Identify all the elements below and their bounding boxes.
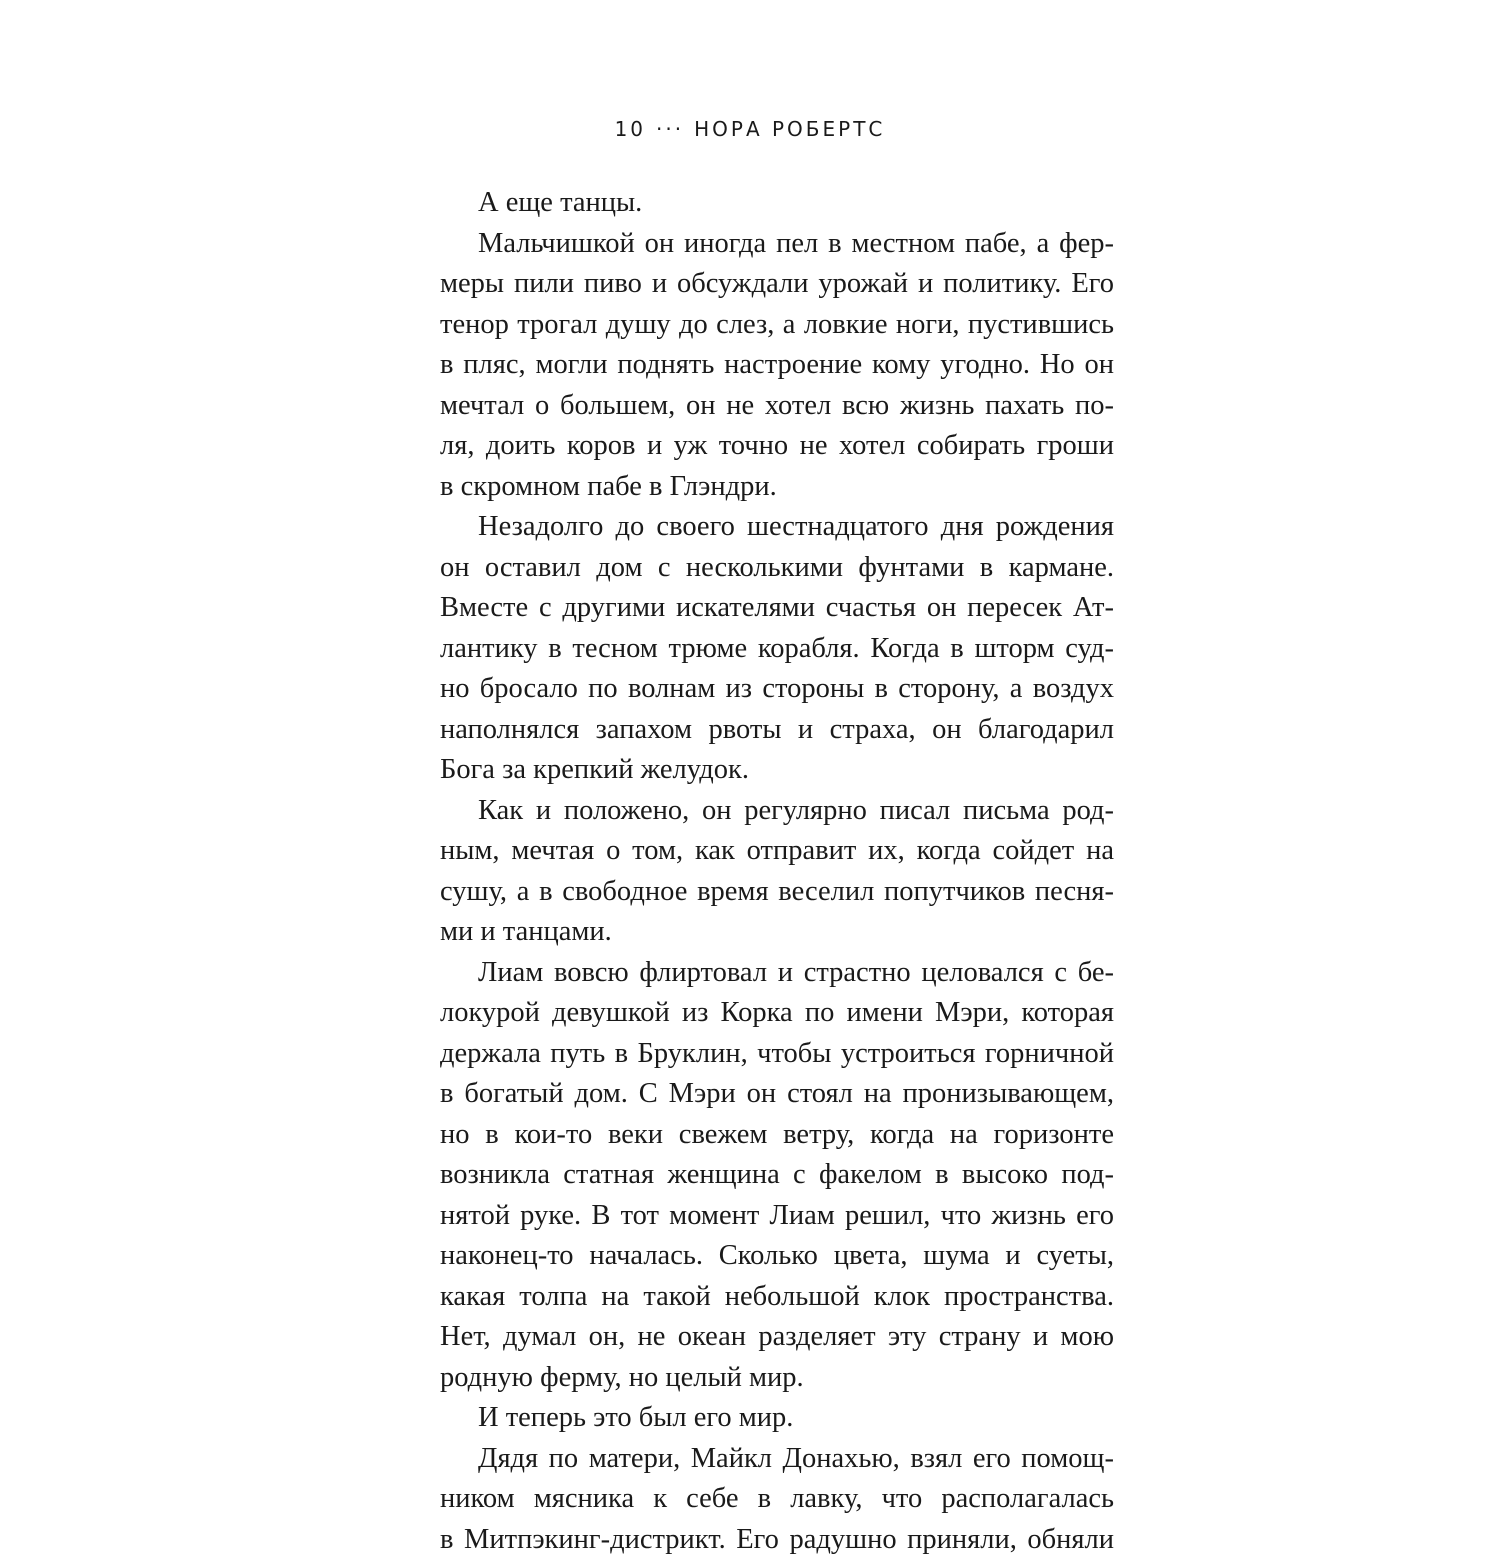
text-line: локурой девушкой из Корка по имени Мэри, которая xyxy=(440,993,1114,1034)
author-name: НОРА РОБЕРТС xyxy=(694,117,885,141)
text-line: в пляс, могли поднять настроение кому угодно. Но он xyxy=(440,345,1114,386)
text-line: мечтал о большем, он не хотел всю жизнь пахать по- xyxy=(440,386,1114,427)
page-number: 10 xyxy=(615,117,646,141)
text-line: держала путь в Бруклин, чтобы устроиться горничной xyxy=(440,1034,1114,1075)
text-line: наконец-то началась. Сколько цвета, шума и суеты, xyxy=(440,1236,1114,1277)
text-line: он оставил дом с несколькими фунтами в кармане. xyxy=(440,548,1114,589)
text-line: меры пили пиво и обсуждали урожай и политику. Его xyxy=(440,264,1114,305)
text-line: Нет, думал он, не океан разделяет эту страну и мою xyxy=(440,1317,1114,1358)
running-head xyxy=(0,117,1500,141)
text-line: нятой руке. В тот момент Лиам решил, что жизнь его xyxy=(440,1196,1114,1237)
text-line: наполнялся запахом рвоты и страха, он благодарил xyxy=(440,710,1114,751)
text-line: Бога за крепкий желудок. xyxy=(440,750,1114,791)
text-line: в Митпэкинг-дистрикт. Его радушно приняли, обняли xyxy=(440,1520,1114,1560)
text-line: но бросало по волнам из стороны в сторону, а воздух xyxy=(440,669,1114,710)
text-line: сушу, а в свободное время веселил попутчиков песня- xyxy=(440,872,1114,913)
text-line: И теперь это был его мир. xyxy=(440,1398,1114,1439)
text-line: тенор трогал душу до слез, а ловкие ноги, пустившись xyxy=(440,305,1114,346)
text-line: ми и танцами. xyxy=(440,912,1114,953)
text-line: Незадолго до своего шестнадцатого дня рождения xyxy=(440,507,1114,548)
text-line: Мальчишкой он иногда пел в местном пабе, а фер- xyxy=(440,224,1114,265)
text-line: Вместе с другими искателями счастья он пересек Ат- xyxy=(440,588,1114,629)
text-line: но в кои-то веки свежем ветру, когда на горизонте xyxy=(440,1115,1114,1156)
text-line: ным, мечтая о том, как отправит их, когда сойдет на xyxy=(440,831,1114,872)
text-line: Дядя по матери, Майкл Донахью, взял его помощ- xyxy=(440,1439,1114,1480)
text-line: лантику в тесном трюме корабля. Когда в шторм суд- xyxy=(440,629,1114,670)
text-line: Как и положено, он регулярно писал письма род- xyxy=(440,791,1114,832)
text-line: Лиам вовсю флиртовал и страстно целовался с бе- xyxy=(440,953,1114,994)
text-line: А еще танцы. xyxy=(440,183,1114,224)
body-text xyxy=(440,183,1114,1560)
header-separator: ··· xyxy=(656,117,684,141)
text-line: ником мясника к себе в лавку, что располагалась xyxy=(440,1479,1114,1520)
text-line: в скромном пабе в Глэндри. xyxy=(440,467,1114,508)
text-line: возникла статная женщина с факелом в высоко под- xyxy=(440,1155,1114,1196)
text-line: ля, доить коров и уж точно не хотел собирать гроши xyxy=(440,426,1114,467)
text-line: родную ферму, но целый мир. xyxy=(440,1358,1114,1399)
text-line: какая толпа на такой небольшой клок пространства. xyxy=(440,1277,1114,1318)
text-line: в богатый дом. С Мэри он стоял на пронизывающем, xyxy=(440,1074,1114,1115)
